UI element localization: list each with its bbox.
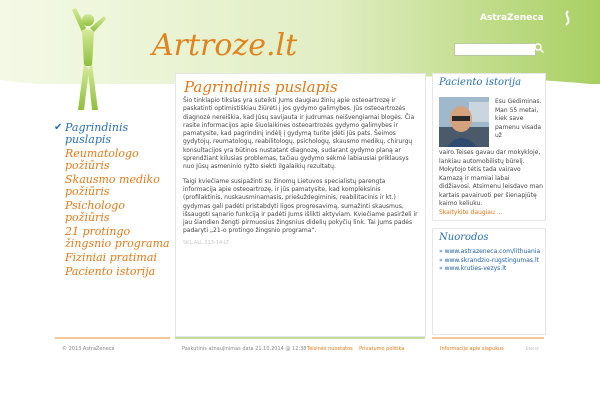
sidebar-item-programa[interactable]	[54, 226, 172, 250]
checkmark-icon: ✔	[54, 122, 63, 133]
legal-link[interactable]: Teisinės nuostatos	[307, 346, 353, 352]
footer-copyright: © 2013 AstraZeneca	[62, 346, 115, 352]
search-input[interactable]	[454, 43, 536, 56]
site-logo[interactable]: Artroze.lt	[152, 28, 298, 63]
stretching-figure-icon	[62, 6, 112, 116]
invite-paragraph: Taigi kviečiame susipažinti su žinomų Lietuvos specialistų parengta informacija apie osteoartrozę, ir jūs pamatysite, kad kompleksinis (profilaktinis, nuskausminamasis, priešuždegiminis, reabilitacinis ir kt.) gydymas gali padėti pristabdyti ligos progresavimą, sumažinti skausmus, išsaugoti sąnario funkciją ir padėti Jums išlikti aktyviam. Kviečiame pasirželi ir jau šiandien žengti pirmuosius žingsnius didelių pokyčių link. Tai Jums padės padaryti „21-o protingo žingsnio programa“.	[183, 177, 418, 235]
sidebar-item-psichologo[interactable]	[54, 200, 172, 224]
footer-sitemap	[440, 346, 504, 352]
footer-divider	[432, 337, 544, 339]
sidebar-item-paciento-istorija[interactable]	[54, 266, 172, 278]
links-box	[432, 228, 546, 335]
main-content	[175, 73, 426, 337]
patient-story-continued: vairo.Teises gavau dar mokykloje, lankiau automobilistų būrelį. Mokytojo tėtis tada vairavo Kamazą ir mamiai labai didžiavosi. Atsimenu leisdavo man kartais pavairuoti per šienapjūtę kaimo keliuku.	[439, 149, 543, 207]
sidebar-item-label: Fiziniai pratimai	[65, 251, 157, 264]
astrazeneca-mark-icon	[561, 10, 575, 26]
document-code: SKL.ALL.513-14-LT	[183, 240, 230, 246]
sidebar-item-reumatologo[interactable]	[54, 148, 172, 172]
footer-divider	[55, 337, 170, 339]
sidebar-item-pagrindinis[interactable]	[54, 122, 172, 146]
brand-logo[interactable]: AstraZeneca	[480, 13, 544, 23]
patient-photo	[439, 97, 489, 147]
sidebar-item-label: Pagrindinis puslapis	[65, 121, 129, 146]
patient-story-box	[432, 73, 546, 221]
sidebar-item-label: Skausmo mediko požiūris	[65, 173, 160, 198]
sidebar-item-skausmo[interactable]	[54, 174, 172, 198]
intro-paragraph: Šio tinklapio tikslas yra suteikti Jums daugiau žinių apie osteoartrozę ir paskatinti optimistiškiau žiūrėti į jos gydymo galimybes. Jūs osteoartrozės diagnozė nereiškia, kad Jūsų savijauta ir judrumas neišvengiamai blogės. Čia rasite informacijos apie šiuolaikines osteoartrozės gydymo galimybes ir pamatysite, kad pagrindinį indėlį į gydymą turite įdėti Jūs pats. Šeimos gydytojų, reumatologų, reabilitologų, psichologų, skausmo medikų, chirurgų konsultacijos yra būtinos nustatant diagnozę, sudarant gydymo planą ar sprendžiant kilusias problemas, tačiau gydymo sėkmė labiausiai priklausys nuo Jūsų asmeninio ryžto siekti ilgalaikių rezultatų.	[183, 97, 415, 171]
search-icon[interactable]	[534, 43, 544, 53]
patient-story-text-right: Esu Gediminas. Man 55 metai, kiek save pamenu visada už	[495, 98, 542, 139]
page-title: Pagrindinis puslapis	[184, 78, 338, 96]
sidebar-item-label: Paciento istorija	[65, 265, 156, 278]
links-title: Nuorodos	[439, 232, 489, 243]
link-skrandzio[interactable]: » www.skrandzio-rugstingumas.lt	[439, 256, 539, 264]
patient-story-title: Paciento istorija	[439, 77, 522, 88]
sidebar-item-label: Psichologo požiūris	[65, 199, 125, 224]
privacy-link[interactable]: Privatumo politika	[359, 346, 405, 352]
link-kruties[interactable]: » www.kruties-vezys.lt	[439, 265, 507, 272]
read-more-link[interactable]: Skaitykite daugiau ...	[439, 208, 503, 216]
footer-tiny-text: Eblent	[526, 346, 539, 351]
footer-legal-group	[307, 346, 404, 352]
link-astrazeneca[interactable]: » www.astrazeneca.com/lithuania	[439, 248, 541, 255]
sidebar-item-pratimai[interactable]	[54, 252, 172, 264]
links-list	[439, 248, 543, 274]
sidebar-nav	[54, 122, 172, 280]
main-text	[183, 97, 419, 242]
footer-updated: Paskutinis atnaujinimas data 21.10.2014 @ 12:38	[182, 346, 307, 352]
patient-story-text	[439, 149, 543, 217]
sidebar-item-label: 21 protingo žingsnio programa	[65, 225, 170, 250]
footer-divider	[175, 337, 425, 339]
cookies-link[interactable]: Informacije apie slapukus	[440, 346, 504, 352]
sidebar-item-label: Reumatologo požiūris	[65, 147, 139, 172]
